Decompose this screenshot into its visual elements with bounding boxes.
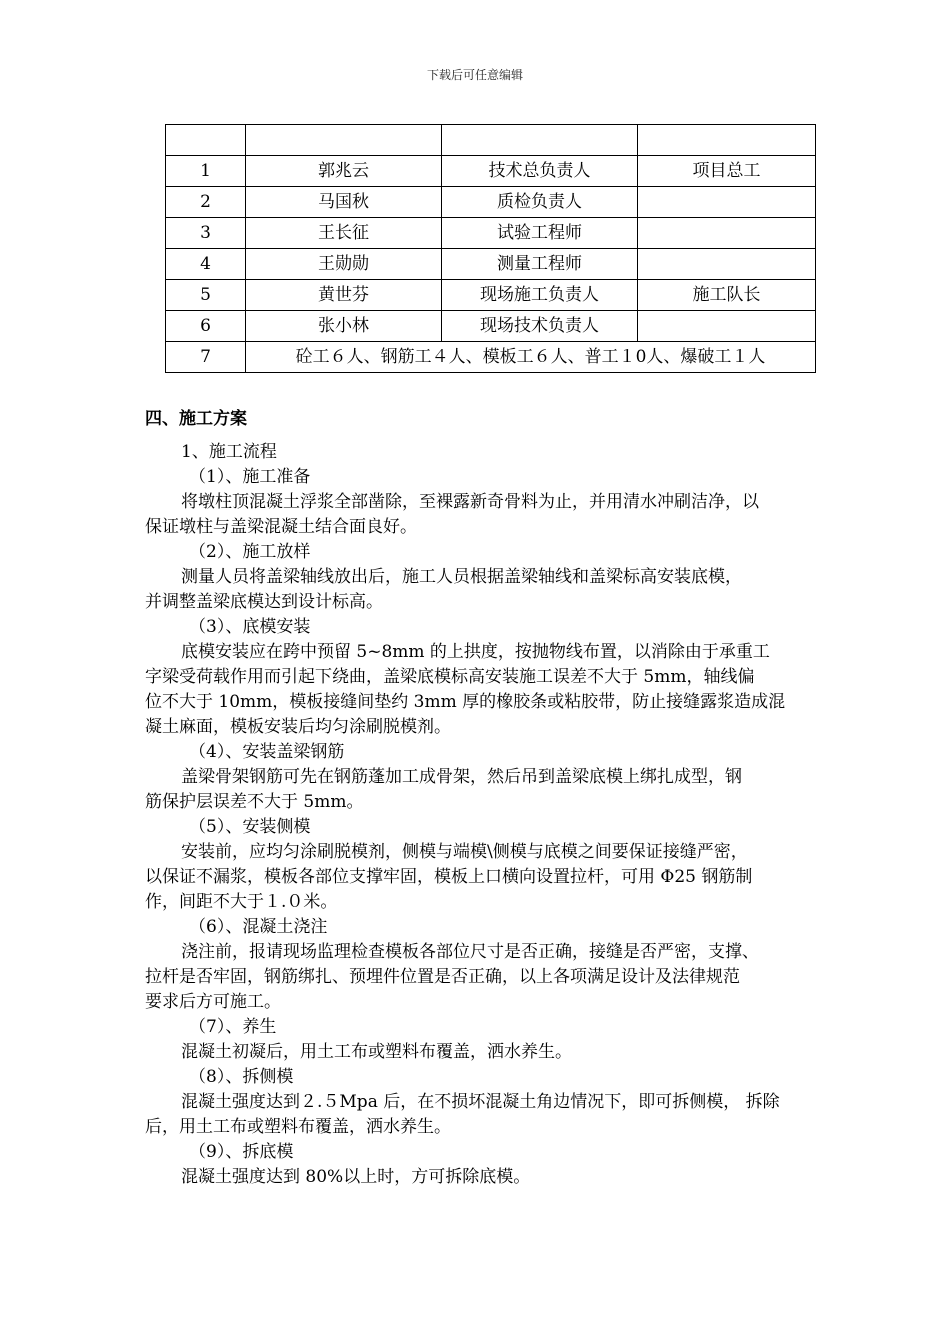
row-number: 2 <box>166 187 246 218</box>
table-cell <box>638 125 816 156</box>
staff-name: 黄世芬 <box>246 280 442 311</box>
page-header-note: 下载后可任意编辑 <box>426 68 523 82</box>
staff-note <box>638 249 816 280</box>
staff-name: 马国秋 <box>246 187 442 218</box>
step-text-line: 字梁受荷载作用而引起下绕曲，盖梁底模标高安装施工误差不大于 5mm，轴线偏 <box>145 667 755 687</box>
staff-name: 张小林 <box>246 311 442 342</box>
row-number: 7 <box>166 342 246 373</box>
section-title: 四、施工方案 <box>145 409 247 429</box>
table-cell <box>442 125 638 156</box>
step-text-line: 盖梁骨架钢筋可先在钢筋蓬加工成骨架，然后吊到盖梁底模上绑扎成型，钢 <box>181 767 742 787</box>
step-text-line: 作，间距不大于１.０米。 <box>145 892 338 912</box>
step-text-line: 浇注前，报请现场监理检查模板各部位尺寸是否正确，接缝是否严密，支撑、 <box>181 942 759 962</box>
staff-name: 王长征 <box>246 218 442 249</box>
table-row <box>166 280 816 311</box>
table-cell <box>246 125 442 156</box>
row-number: 6 <box>166 311 246 342</box>
step-heading: （7）、养生 <box>189 1017 277 1037</box>
step-text-line: 混凝土初凝后，用土工布或塑料布覆盖，洒水养生。 <box>181 1042 572 1062</box>
step-text-line: 将墩柱顶混凝土浮浆全部凿除，至裸露新奇骨料为止，并用清水冲刷洁净，以 <box>181 492 759 512</box>
step-heading: （4）、安装盖梁钢筋 <box>189 742 345 762</box>
staff-role: 技术总负责人 <box>442 156 638 187</box>
step-text-line: 保证墩柱与盖梁混凝土结合面良好。 <box>145 517 417 537</box>
row-number: 4 <box>166 249 246 280</box>
workers-summary: 砼工６人、钢筋工４人、模板工６人、普工１0人、爆破工１人 <box>246 342 816 373</box>
staff-note <box>638 218 816 249</box>
staff-role: 现场技术负责人 <box>442 311 638 342</box>
staff-note <box>638 187 816 218</box>
row-number: 5 <box>166 280 246 311</box>
table-header-row <box>166 125 816 156</box>
step-text-line: 拉杆是否牢固，钢筋绑扎、预埋件位置是否正确，以上各项满足设计及法律规范 <box>145 967 740 987</box>
section-subtitle: 1、施工流程 <box>181 442 277 462</box>
table-row <box>166 187 816 218</box>
staff-table <box>165 124 816 373</box>
step-text-line: 以保证不漏浆，模板各部位支撑牢固，模板上口横向设置拉杆，可用 Φ25 钢筋制 <box>145 867 753 887</box>
step-heading: （3）、底模安装 <box>189 617 311 637</box>
table-row <box>166 311 816 342</box>
step-heading: （2）、施工放样 <box>189 542 311 562</box>
staff-role: 现场施工负责人 <box>442 280 638 311</box>
step-text-line: 位不大于 10mm，模板接缝间垫约 3mm 厚的橡胶条或粘胶带，防止接缝露浆造成混 <box>145 692 786 712</box>
staff-role: 质检负责人 <box>442 187 638 218</box>
step-heading: （1）、施工准备 <box>189 467 311 487</box>
step-heading: （8）、拆侧模 <box>189 1067 294 1087</box>
step-text-line: 后，用土工布或塑料布覆盖，洒水养生。 <box>145 1117 451 1137</box>
step-text-line: 安装前，应均匀涂刷脱模剂，侧模与端模\侧模与底模之间要保证接缝严密， <box>181 842 748 862</box>
step-text-line: 混凝土强度达到 80%以上时，方可拆除底模。 <box>181 1167 531 1187</box>
row-number: 1 <box>166 156 246 187</box>
staff-name: 郭兆云 <box>246 156 442 187</box>
staff-name: 王勋勋 <box>246 249 442 280</box>
staff-role: 测量工程师 <box>442 249 638 280</box>
step-text-line: 并调整盖梁底模达到设计标高。 <box>145 592 383 612</box>
step-heading: （9）、拆底模 <box>189 1142 294 1162</box>
step-text-line: 筋保护层误差不大于 5mm。 <box>145 792 364 812</box>
step-heading: （6）、混凝土浇注 <box>189 917 328 937</box>
table-row-workers <box>166 342 816 373</box>
step-text-line: 混凝土强度达到２.５Mpa 后，在不损坏混凝土角边情况下，即可拆侧模， 拆除 <box>181 1092 780 1112</box>
table-row <box>166 156 816 187</box>
staff-note <box>638 311 816 342</box>
table-cell <box>166 125 246 156</box>
step-text-line: 要求后方可施工。 <box>145 992 281 1012</box>
row-number: 3 <box>166 218 246 249</box>
step-text-line: 凝土麻面，模板安装后均匀涂刷脱模剂。 <box>145 717 451 737</box>
step-heading: （5）、安装侧模 <box>189 817 311 837</box>
table-row <box>166 249 816 280</box>
staff-note: 项目总工 <box>638 156 816 187</box>
construction-plan-section <box>145 404 815 1190</box>
steps-list <box>145 465 815 1190</box>
staff-note: 施工队长 <box>638 280 816 311</box>
step-text-line: 测量人员将盖梁轴线放出后，施工人员根据盖梁轴线和盖梁标高安装底模， <box>181 567 742 587</box>
staff-role: 试验工程师 <box>442 218 638 249</box>
step-text-line: 底模安装应在跨中预留 5~8mm 的上拱度，按抛物线布置，以消除由于承重工 <box>181 642 770 662</box>
table-row <box>166 218 816 249</box>
